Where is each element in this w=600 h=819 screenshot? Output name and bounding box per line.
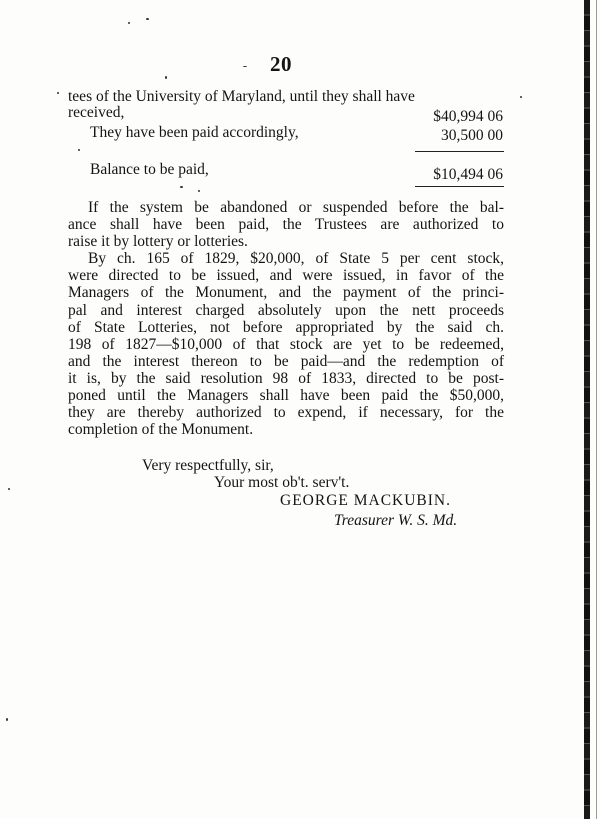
paragraph-2-line: By ch. 165 of 1829, $20,000, of State 5 per cent stock, (88, 250, 504, 268)
print-speck (146, 18, 149, 20)
balance-rule (415, 186, 504, 187)
page-number: 20 (270, 52, 292, 76)
paragraph-2-line: they are thereby authorized to expend, if necessary, for the (68, 404, 504, 422)
print-speck (198, 190, 200, 192)
account-paid-amount: 30,500 00 (441, 127, 503, 144)
paragraph-2-line: Managers of the Monument, and the payment of the princi- (68, 284, 504, 302)
print-speck (180, 186, 183, 188)
print-speck (6, 718, 8, 721)
binding-edge-line (596, 0, 597, 819)
print-speck (243, 66, 247, 67)
paragraph-2-line: and the interest thereon to be paid—and the redemption of (68, 352, 504, 370)
account-received-amount: $40,994 06 (433, 108, 503, 125)
account-line-paid-label: They have been paid accordingly, (90, 124, 299, 141)
sum-rule (415, 151, 504, 152)
paragraph-2-line: completion of the Monument. (68, 421, 254, 439)
signatory-name: GEORGE MACKUBIN. (280, 492, 451, 509)
paragraph-1-line: ance shall have been paid, the Trustees are authorized to (68, 216, 504, 234)
closing-salutation: Very respectfully, sir, (142, 457, 274, 474)
paragraph-1-line: If the system be abandoned or suspended before the bal- (88, 199, 504, 216)
account-line-received-label: received, (68, 104, 125, 121)
print-speck (78, 149, 80, 151)
body-text (68, 199, 504, 438)
account-line-1: tees of the University of Maryland, until they shall have (68, 88, 415, 105)
print-speck (57, 92, 59, 94)
balance-label: Balance to be paid, (90, 161, 209, 178)
paragraph-2-line: it is, by the said resolution 98 of 1833, directed to be post- (68, 369, 504, 387)
signatory-title: Treasurer W. S. Md. (334, 512, 458, 529)
paragraph-2-line: 198 of 1827—$10,000 of that stock are yet to be redeemed, (68, 335, 504, 353)
print-speck (165, 76, 167, 79)
paragraph-1-line: raise it by lottery or lotteries. (68, 233, 248, 251)
paragraph-2-line: were directed to be issued, and were issued, in favor of the (68, 267, 504, 285)
print-speck (8, 488, 10, 490)
paragraph-2-line: of State Lotteries, not before appropriated by the said ch. (68, 318, 504, 336)
binding-edge (584, 0, 590, 819)
paragraph-2-line: pal and interest charged absolutely upon the nett proceeds (68, 301, 504, 319)
balance-amount: $10,494 06 (433, 166, 503, 183)
closing-valediction: Your most ob't. serv't. (214, 474, 350, 491)
print-speck (128, 22, 130, 24)
print-speck (520, 96, 522, 98)
paragraph-2-line: poned until the Managers shall have been paid the $50,000, (68, 387, 504, 405)
